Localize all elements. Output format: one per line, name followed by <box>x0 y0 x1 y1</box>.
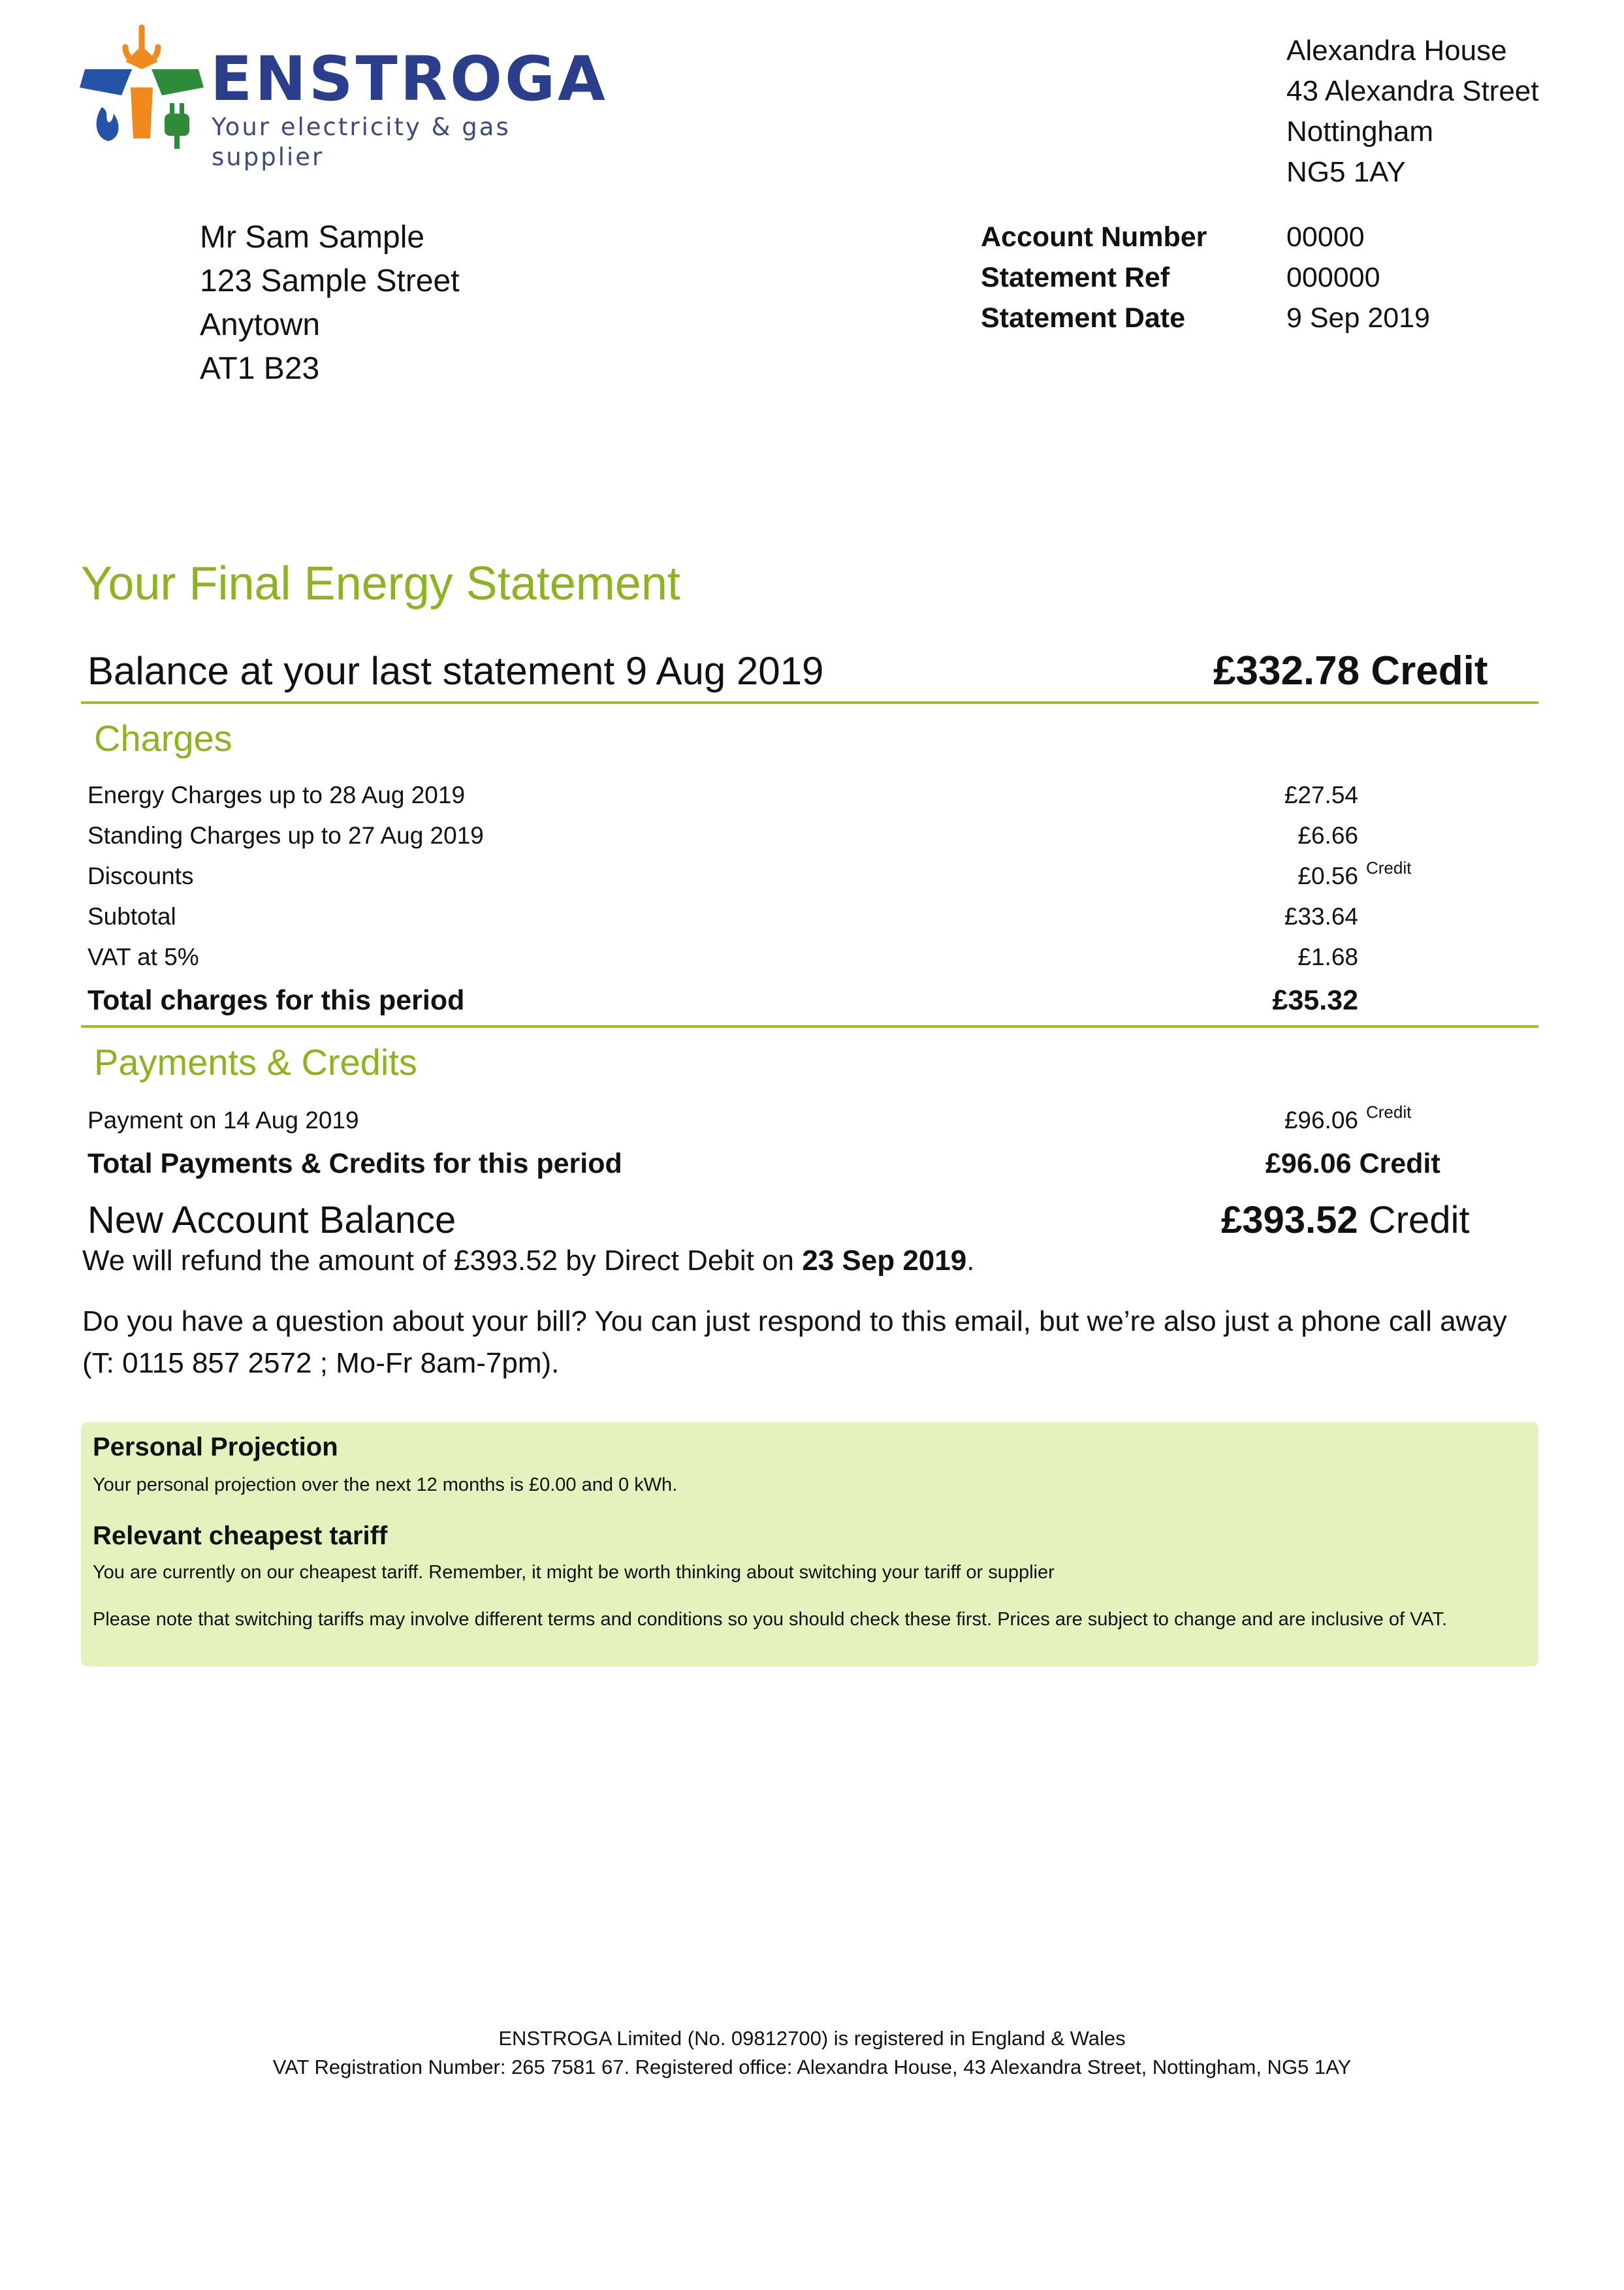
customer-address-line: 123 Sample Street <box>200 264 460 298</box>
charge-item-label: Standing Charges up to 27 Aug 2019 <box>88 822 484 849</box>
charge-item-label: Discounts <box>88 863 194 889</box>
page-title: Your Final Energy Statement <box>81 558 680 610</box>
customer-address-line: Mr Sam Sample <box>200 220 425 255</box>
logo <box>80 22 608 171</box>
credit-note: Credit <box>1366 1102 1412 1122</box>
previous-balance-suffix: Credit <box>1371 648 1488 693</box>
statement-ref-label: Statement Ref <box>981 262 1170 293</box>
new-balance-value: £393.52 <box>1221 1199 1358 1241</box>
footer-vat: VAT Registration Number: 265 7581 67. Registered office: Alexandra House, 43 Alexandra Street, Nottingham, NG5 1AY <box>272 2056 1352 2078</box>
charge-item-label: Subtotal <box>88 903 176 930</box>
projection-panel <box>81 1422 1538 1666</box>
charge-item-value: £27.54 <box>1284 782 1358 808</box>
payments-heading: Payments & Credits <box>94 1042 417 1083</box>
payments-total-label: Total Payments & Credits for this period <box>88 1148 622 1179</box>
tariff-note: Please note that switching tariffs may involve different terms and conditions so you should check these first. Prices are subject to change and are inclusive of VAT. <box>93 1609 1448 1630</box>
refund-suffix: . <box>966 1245 975 1277</box>
charge-item-value: £33.64 <box>1284 903 1358 930</box>
charge-item-label: Energy Charges up to 28 Aug 2019 <box>88 782 466 808</box>
previous-balance-value: £332.78 <box>1213 648 1360 693</box>
payment-item-label: Payment on 14 Aug 2019 <box>88 1107 359 1134</box>
brand-tagline: Your electricity & gas supplier <box>212 113 511 171</box>
refund-date: 23 Sep 2019 <box>802 1245 967 1277</box>
divider <box>81 701 1538 704</box>
charges-total-value: £35.32 <box>1272 985 1358 1016</box>
supplier-address <box>1286 31 1538 193</box>
tariff-text: You are currently on our cheapest tariff. Remember, it might be worth thinking about switching your tariff or supplier <box>93 1562 1055 1583</box>
previous-balance-label: Balance at your last statement 9 Aug 2019 <box>88 649 824 693</box>
account-number-value: 00000 <box>1286 221 1365 253</box>
contact-question: Do you have a question about your bill? You can just respond to this email, but we’re also just a phone call away (T: 0115 857 2572 ; Mo-Fr 8am-7pm). <box>82 1305 1507 1379</box>
supplier-address-line: Nottingham <box>1286 116 1434 148</box>
account-number-label: Account Number <box>981 221 1207 253</box>
customer-address-line: Anytown <box>200 308 321 342</box>
statement-ref-row <box>981 257 1430 298</box>
charges-total-label: Total charges for this period <box>88 985 465 1016</box>
charge-item-label: VAT at 5% <box>88 944 199 970</box>
logo-icon <box>80 22 204 159</box>
footer-company: ENSTROGA Limited (No. 09812700) is registered in England & Wales <box>498 2027 1126 2050</box>
customer-address-line: AT1 B23 <box>200 351 320 386</box>
refund-text: We will refund the amount of £393.52 by Direct Debit on <box>82 1245 795 1277</box>
charge-item-value: £6.66 <box>1298 822 1358 849</box>
payment-item-value: £96.06 <box>1284 1107 1358 1134</box>
account-details <box>981 217 1430 338</box>
divider <box>81 1025 1538 1028</box>
account-number-row <box>981 217 1430 257</box>
new-balance-amount <box>1221 1196 1470 1245</box>
supplier-address-line: Alexandra House <box>1286 35 1507 67</box>
credit-note: Credit <box>1366 858 1412 878</box>
tariff-heading: Relevant cheapest tariff <box>93 1521 388 1550</box>
statement-date-label: Statement Date <box>981 302 1186 334</box>
supplier-address-line: 43 Alexandra Street <box>1286 75 1539 107</box>
charge-item-value: £0.56 <box>1298 863 1358 889</box>
previous-balance-amount <box>1213 646 1488 696</box>
supplier-address-line: NG5 1AY <box>1286 156 1406 188</box>
brand-name: ENSTROGA <box>210 44 608 115</box>
projection-heading: Personal Projection <box>93 1433 338 1461</box>
charges-heading: Charges <box>94 718 232 759</box>
new-balance-suffix: Credit <box>1368 1199 1470 1241</box>
statement-date-value: 9 Sep 2019 <box>1286 302 1430 334</box>
payments-total-value: £96.06 Credit <box>1266 1148 1441 1179</box>
projection-text: Your personal projection over the next 12 months is £0.00 and 0 kWh. <box>93 1474 678 1495</box>
statement-ref-value: 000000 <box>1286 262 1380 293</box>
statement-date-row <box>981 298 1430 338</box>
customer-address <box>200 215 460 390</box>
charge-item-value: £1.68 <box>1298 944 1358 970</box>
refund-notice <box>82 1241 974 1281</box>
new-balance-label: New Account Balance <box>88 1199 456 1241</box>
